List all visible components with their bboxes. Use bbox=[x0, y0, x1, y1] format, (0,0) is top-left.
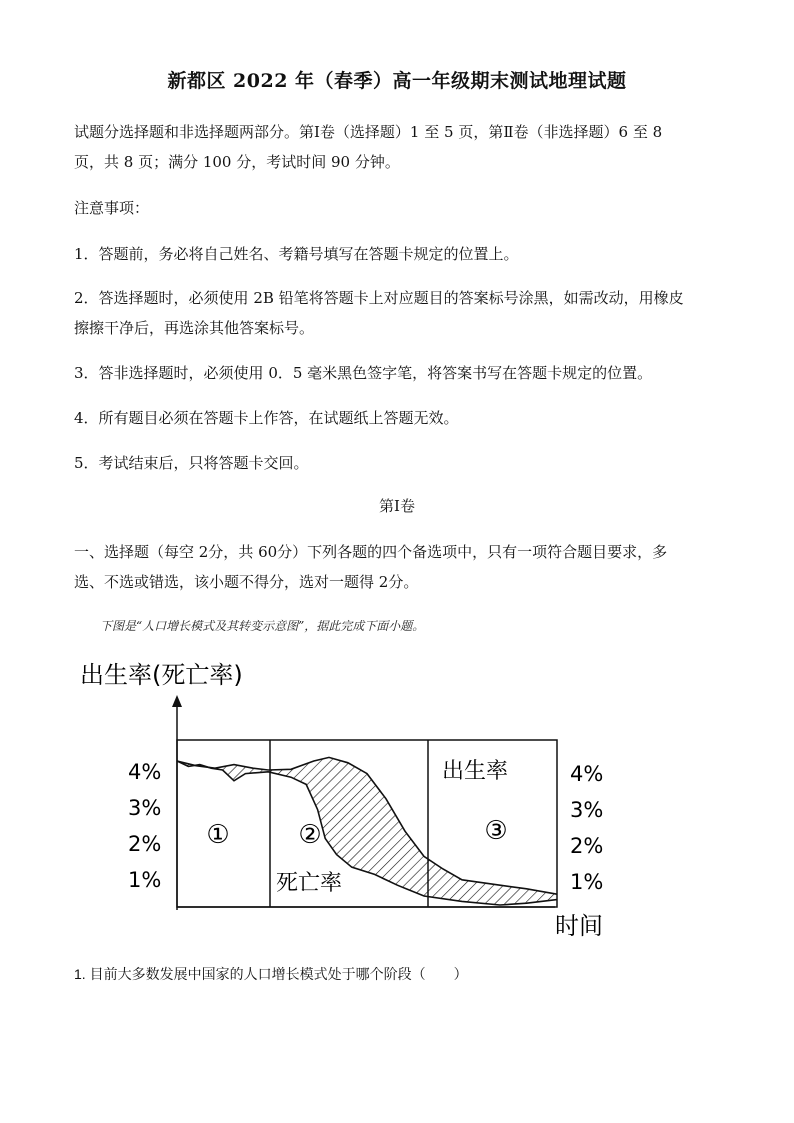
y-tick-right: 2% bbox=[570, 834, 604, 858]
notice-item: 擦擦干净后，再选涂其他答案标号。 bbox=[74, 319, 315, 337]
x-axis-title: 时间 bbox=[555, 912, 603, 940]
section-heading: 第Ⅰ卷 bbox=[379, 497, 415, 515]
stage-label-2: ② bbox=[298, 820, 322, 850]
question-1: 1. 目前大多数发展中国家的人口增长模式处于哪个阶段（ ） bbox=[74, 966, 468, 982]
exam-title: 新都区 2022 年（春季）高一年级期末测试地理试题 bbox=[167, 70, 627, 92]
death-rate-label: 死亡率 bbox=[276, 871, 343, 896]
chart-svg bbox=[70, 655, 630, 945]
notice-item: 1．答题前，务必将自己姓名、考籍号填写在答题卡规定的位置上。 bbox=[74, 245, 519, 263]
notice-item: 3．答非选择题时，必须使用 0．5 毫米黑色签字笔，将答案书写在答题卡规定的位置。 bbox=[74, 364, 653, 382]
y-axis-title: 出生率(死亡率) bbox=[80, 661, 243, 689]
y-tick-right: 4% bbox=[570, 762, 604, 786]
figure-lead: 下图是“人口增长模式及其转变示意图”，据此完成下面小题。 bbox=[100, 619, 425, 633]
birth-rate-label: 出生率 bbox=[442, 759, 509, 784]
intro-line-2: 页，共 8 页；满分 100 分，考试时间 90 分钟。 bbox=[74, 153, 400, 171]
part1-instructions: 选、不选或错选，该小题不得分，选对一题得 2分。 bbox=[74, 573, 419, 591]
y-tick-left: 1% bbox=[128, 868, 162, 892]
stage-label-3: ③ bbox=[484, 816, 508, 846]
notice-heading: 注意事项： bbox=[74, 199, 150, 217]
y-axis-arrow bbox=[172, 695, 182, 707]
y-tick-left: 3% bbox=[128, 796, 162, 820]
y-tick-left: 2% bbox=[128, 832, 162, 856]
y-tick-right: 3% bbox=[570, 798, 604, 822]
part1-instructions: 一、选择题（每空 2分，共 60分）下列各题的四个备选项中，只有一项符合题目要求，多 bbox=[74, 543, 668, 561]
y-tick-right: 1% bbox=[570, 870, 604, 894]
notice-item: 5．考试结束后，只将答题卡交回。 bbox=[74, 454, 309, 472]
notice-item: 2．答选择题时，必须使用 2B 铅笔将答题卡上对应题目的答案标号涂黑，如需改动，用橡皮 bbox=[74, 289, 684, 307]
notice-item: 4．所有题目必须在答题卡上作答，在试题纸上答题无效。 bbox=[74, 409, 459, 427]
population-chart bbox=[70, 655, 630, 945]
y-tick-left: 4% bbox=[128, 760, 162, 784]
intro-line-1: 试题分选择题和非选择题两部分。第Ⅰ卷（选择题）1 至 5 页，第Ⅱ卷（非选择题）6 至 8 bbox=[74, 123, 663, 141]
stage-label-1: ① bbox=[206, 820, 230, 850]
